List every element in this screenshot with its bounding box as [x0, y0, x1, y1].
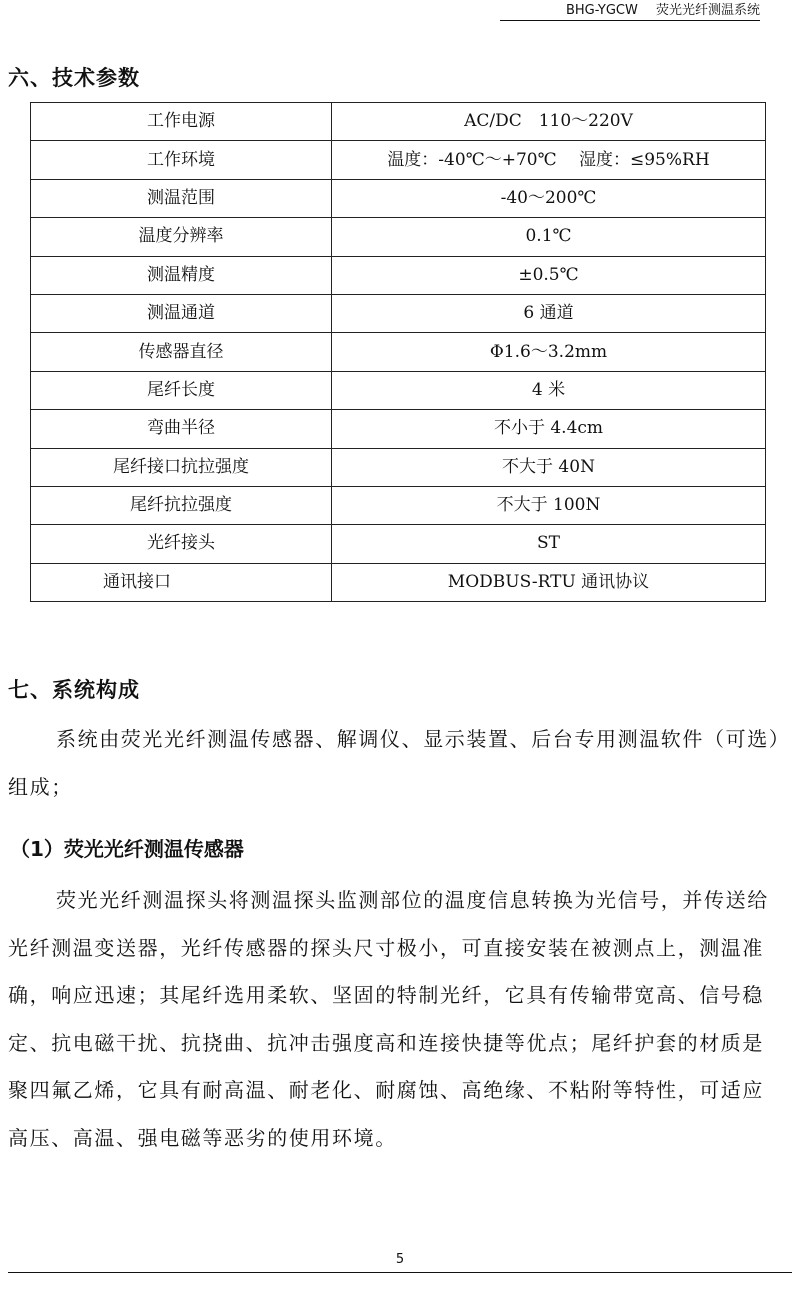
section-7-heading: 七、系统构成	[8, 678, 140, 702]
table-row	[31, 410, 766, 448]
param-name: 通讯接口	[31, 563, 332, 601]
subsection-1-heading: （1）荧光光纤测温传感器	[10, 837, 244, 861]
subsection-1-body: 荧光光纤测温探头将测温探头监测部位的温度信息转换为光信号，并传送给光纤测温变送器，光纤传感器的探头尺寸极小，可直接安装在被测点上，测温准确，响应迅速；其尾纤选用柔软、坚固的特制光纤，它具有传输带宽高、信号稳定、抗电磁干扰、抗挠曲、抗冲击强度高和连接快捷等优点；尾纤护套的材质是聚四氟乙烯，它具有耐高温、耐老化、耐腐蚀、高绝缘、不粘附等特性，可适应高压、高温、强电磁等恶劣的使用环境。	[8, 888, 769, 1150]
section-6-heading: 六、技术参数	[8, 66, 140, 90]
param-value: ST	[332, 525, 766, 563]
param-name: 尾纤抗拉强度	[31, 486, 332, 524]
param-value: 不大于 100N	[332, 486, 766, 524]
param-value: 4 米	[332, 371, 766, 409]
param-name: 尾纤接口抗拉强度	[31, 448, 332, 486]
table-row	[31, 333, 766, 371]
param-name: 测温通道	[31, 294, 332, 332]
param-value: 不大于 40N	[332, 448, 766, 486]
table-row	[31, 179, 766, 217]
doc-code: BHG-YGCW	[565, 3, 638, 18]
param-name: 弯曲半径	[31, 410, 332, 448]
table-row	[31, 448, 766, 486]
param-value: MODBUS-RTU 通讯协议	[332, 563, 766, 601]
param-value: AC/DC 110～220V	[332, 103, 766, 141]
footer-rule	[8, 1272, 792, 1273]
table-row	[31, 486, 766, 524]
table-row	[31, 141, 766, 179]
param-name: 光纤接头	[31, 525, 332, 563]
param-value: Φ1.6～3.2mm	[332, 333, 766, 371]
param-value: 不小于 4.4cm	[332, 410, 766, 448]
param-name: 测温范围	[31, 179, 332, 217]
table-row	[31, 294, 766, 332]
page-header	[500, 0, 760, 21]
table-row	[31, 525, 766, 563]
section-7-intro: 系统由荧光光纤测温传感器、解调仪、显示装置、后台专用测温软件（可选）组成；	[8, 727, 781, 799]
page-number: 5	[395, 1252, 405, 1267]
table-row	[31, 103, 766, 141]
table-row	[31, 563, 766, 601]
param-name: 测温精度	[31, 256, 332, 294]
param-name: 工作环境	[31, 141, 332, 179]
table-row	[31, 218, 766, 256]
spec-table	[30, 102, 766, 602]
param-name: 温度分辨率	[31, 218, 332, 256]
param-value: 0.1℃	[332, 218, 766, 256]
table-row	[31, 256, 766, 294]
doc-title: 荧光光纤测温系统	[655, 3, 760, 18]
param-value: ±0.5℃	[332, 256, 766, 294]
table-row	[31, 371, 766, 409]
param-name: 传感器直径	[31, 333, 332, 371]
param-name: 尾纤长度	[31, 371, 332, 409]
param-name: 工作电源	[31, 103, 332, 141]
param-value: 6 通道	[332, 294, 766, 332]
param-value: -40～200℃	[332, 179, 766, 217]
param-value: 温度：-40℃～+70℃ 湿度：≤95%RH	[332, 141, 766, 179]
